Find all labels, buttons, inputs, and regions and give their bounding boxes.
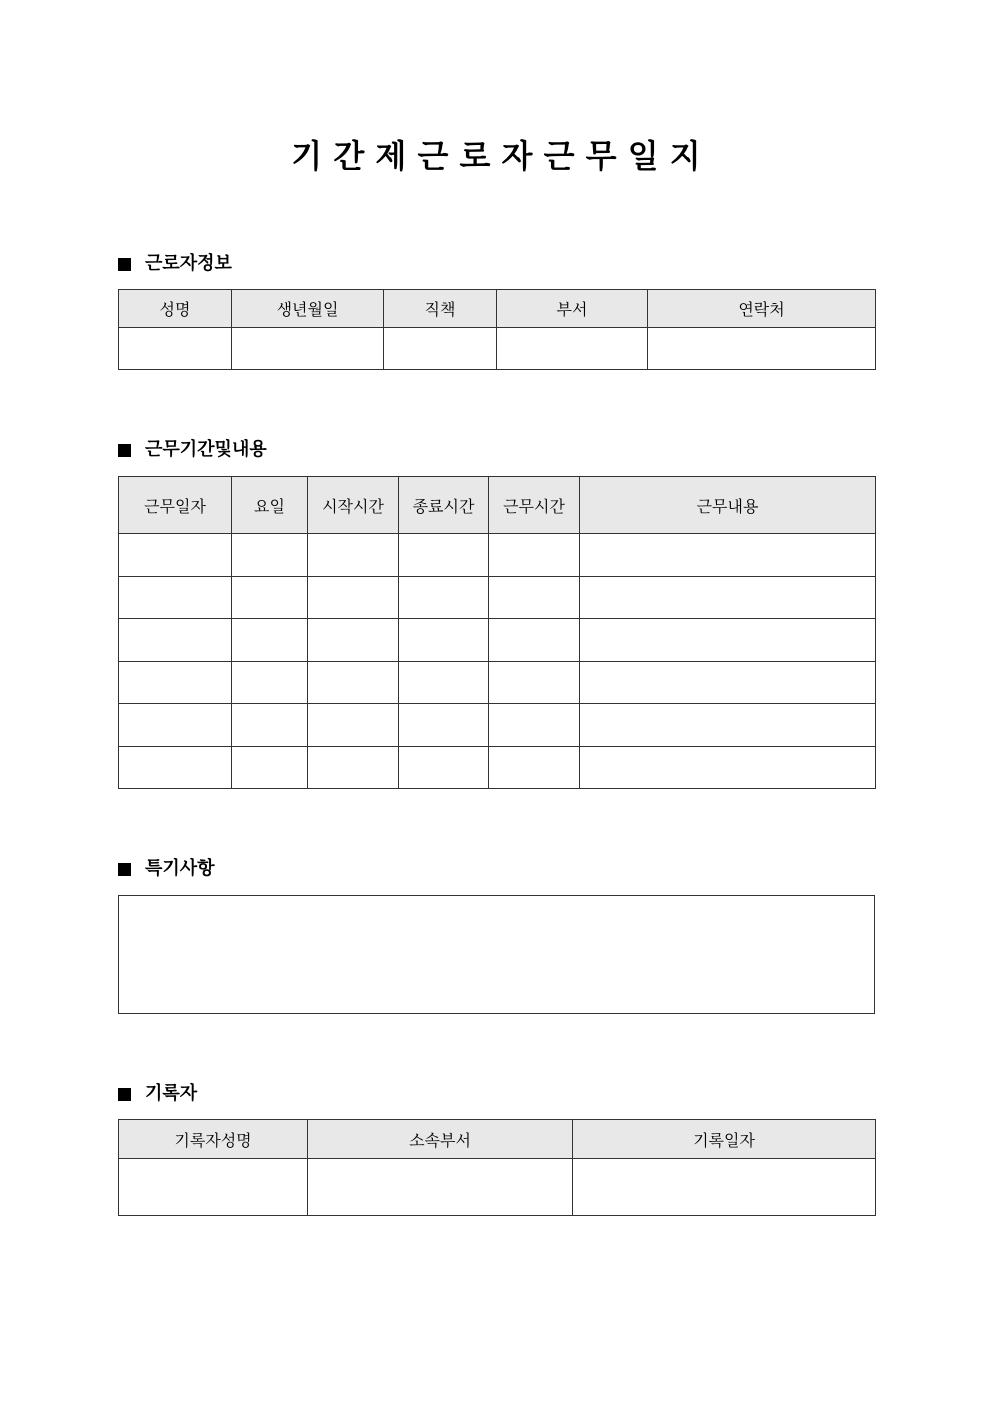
start-time-cell[interactable] xyxy=(308,577,399,619)
col-header-start-time: 시작시간 xyxy=(308,477,399,534)
col-header-weekday: 요일 xyxy=(232,477,308,534)
name-cell[interactable] xyxy=(119,328,232,370)
work-hours-cell[interactable] xyxy=(489,747,580,789)
recorder-name-cell[interactable] xyxy=(119,1159,308,1216)
col-header-department: 부서 xyxy=(497,290,648,328)
start-time-cell[interactable] xyxy=(308,534,399,577)
table-row xyxy=(119,619,876,662)
start-time-cell[interactable] xyxy=(308,619,399,662)
work-content-cell[interactable] xyxy=(580,534,876,577)
work-hours-cell[interactable] xyxy=(489,534,580,577)
work-period-heading xyxy=(118,437,267,463)
page-title: 기 간 제 근 로 자 근 무 일 지 xyxy=(291,137,701,175)
col-header-contact: 연락처 xyxy=(648,290,876,328)
worker-info-header-row xyxy=(119,290,876,328)
work-hours-cell[interactable] xyxy=(489,577,580,619)
square-bullet-icon xyxy=(118,1088,131,1101)
work-hours-cell[interactable] xyxy=(489,662,580,704)
department-cell[interactable] xyxy=(497,328,648,370)
table-row xyxy=(119,1159,876,1216)
work-content-cell[interactable] xyxy=(580,619,876,662)
work-period-table xyxy=(118,476,876,789)
col-header-end-time: 종료시간 xyxy=(399,477,489,534)
weekday-cell[interactable] xyxy=(232,747,308,789)
col-header-position: 직책 xyxy=(384,290,497,328)
end-time-cell[interactable] xyxy=(399,619,489,662)
position-cell[interactable] xyxy=(384,328,497,370)
record-date-cell[interactable] xyxy=(573,1159,876,1216)
weekday-cell[interactable] xyxy=(232,704,308,747)
recorder-heading-label: 기록자 xyxy=(145,1083,198,1104)
work-hours-cell[interactable] xyxy=(489,619,580,662)
affiliated-dept-cell[interactable] xyxy=(308,1159,573,1216)
square-bullet-icon xyxy=(118,863,131,876)
col-header-work-hours: 근무시간 xyxy=(489,477,580,534)
start-time-cell[interactable] xyxy=(308,704,399,747)
start-time-cell[interactable] xyxy=(308,747,399,789)
table-row xyxy=(119,534,876,577)
col-header-affiliated-dept: 소속부서 xyxy=(308,1120,573,1159)
remarks-box[interactable] xyxy=(118,895,875,1014)
col-header-name: 성명 xyxy=(119,290,232,328)
end-time-cell[interactable] xyxy=(399,704,489,747)
remarks-heading xyxy=(118,856,215,882)
weekday-cell[interactable] xyxy=(232,619,308,662)
work-date-cell[interactable] xyxy=(119,704,232,747)
work-hours-cell[interactable] xyxy=(489,704,580,747)
col-header-birthdate: 생년월일 xyxy=(232,290,384,328)
work-content-cell[interactable] xyxy=(580,747,876,789)
col-header-work-content: 근무내용 xyxy=(580,477,876,534)
worker-info-heading-label: 근로자정보 xyxy=(145,253,232,274)
recorder-table xyxy=(118,1119,876,1216)
birthdate-cell[interactable] xyxy=(232,328,384,370)
weekday-cell[interactable] xyxy=(232,577,308,619)
work-content-cell[interactable] xyxy=(580,662,876,704)
remarks-heading-label: 특기사항 xyxy=(145,858,215,879)
square-bullet-icon xyxy=(118,258,131,271)
work-content-cell[interactable] xyxy=(580,577,876,619)
work-date-cell[interactable] xyxy=(119,747,232,789)
work-date-cell[interactable] xyxy=(119,577,232,619)
work-content-cell[interactable] xyxy=(580,704,876,747)
col-header-recorder-name: 기록자성명 xyxy=(119,1120,308,1159)
end-time-cell[interactable] xyxy=(399,577,489,619)
work-date-cell[interactable] xyxy=(119,662,232,704)
weekday-cell[interactable] xyxy=(232,534,308,577)
recorder-heading xyxy=(118,1081,197,1107)
recorder-header-row xyxy=(119,1120,876,1159)
work-period-heading-label: 근무기간및내용 xyxy=(145,439,267,460)
col-header-record-date: 기록일자 xyxy=(573,1120,876,1159)
square-bullet-icon xyxy=(118,444,131,457)
contact-cell[interactable] xyxy=(648,328,876,370)
table-row xyxy=(119,662,876,704)
worker-info-table xyxy=(118,289,876,370)
table-row xyxy=(119,328,876,370)
end-time-cell[interactable] xyxy=(399,747,489,789)
table-row xyxy=(119,577,876,619)
work-date-cell[interactable] xyxy=(119,534,232,577)
work-date-cell[interactable] xyxy=(119,619,232,662)
table-row xyxy=(119,747,876,789)
end-time-cell[interactable] xyxy=(399,662,489,704)
weekday-cell[interactable] xyxy=(232,662,308,704)
start-time-cell[interactable] xyxy=(308,662,399,704)
col-header-work-date: 근무일자 xyxy=(119,477,232,534)
table-row xyxy=(119,704,876,747)
work-period-header-row xyxy=(119,477,876,534)
end-time-cell[interactable] xyxy=(399,534,489,577)
worker-info-heading xyxy=(118,251,232,277)
